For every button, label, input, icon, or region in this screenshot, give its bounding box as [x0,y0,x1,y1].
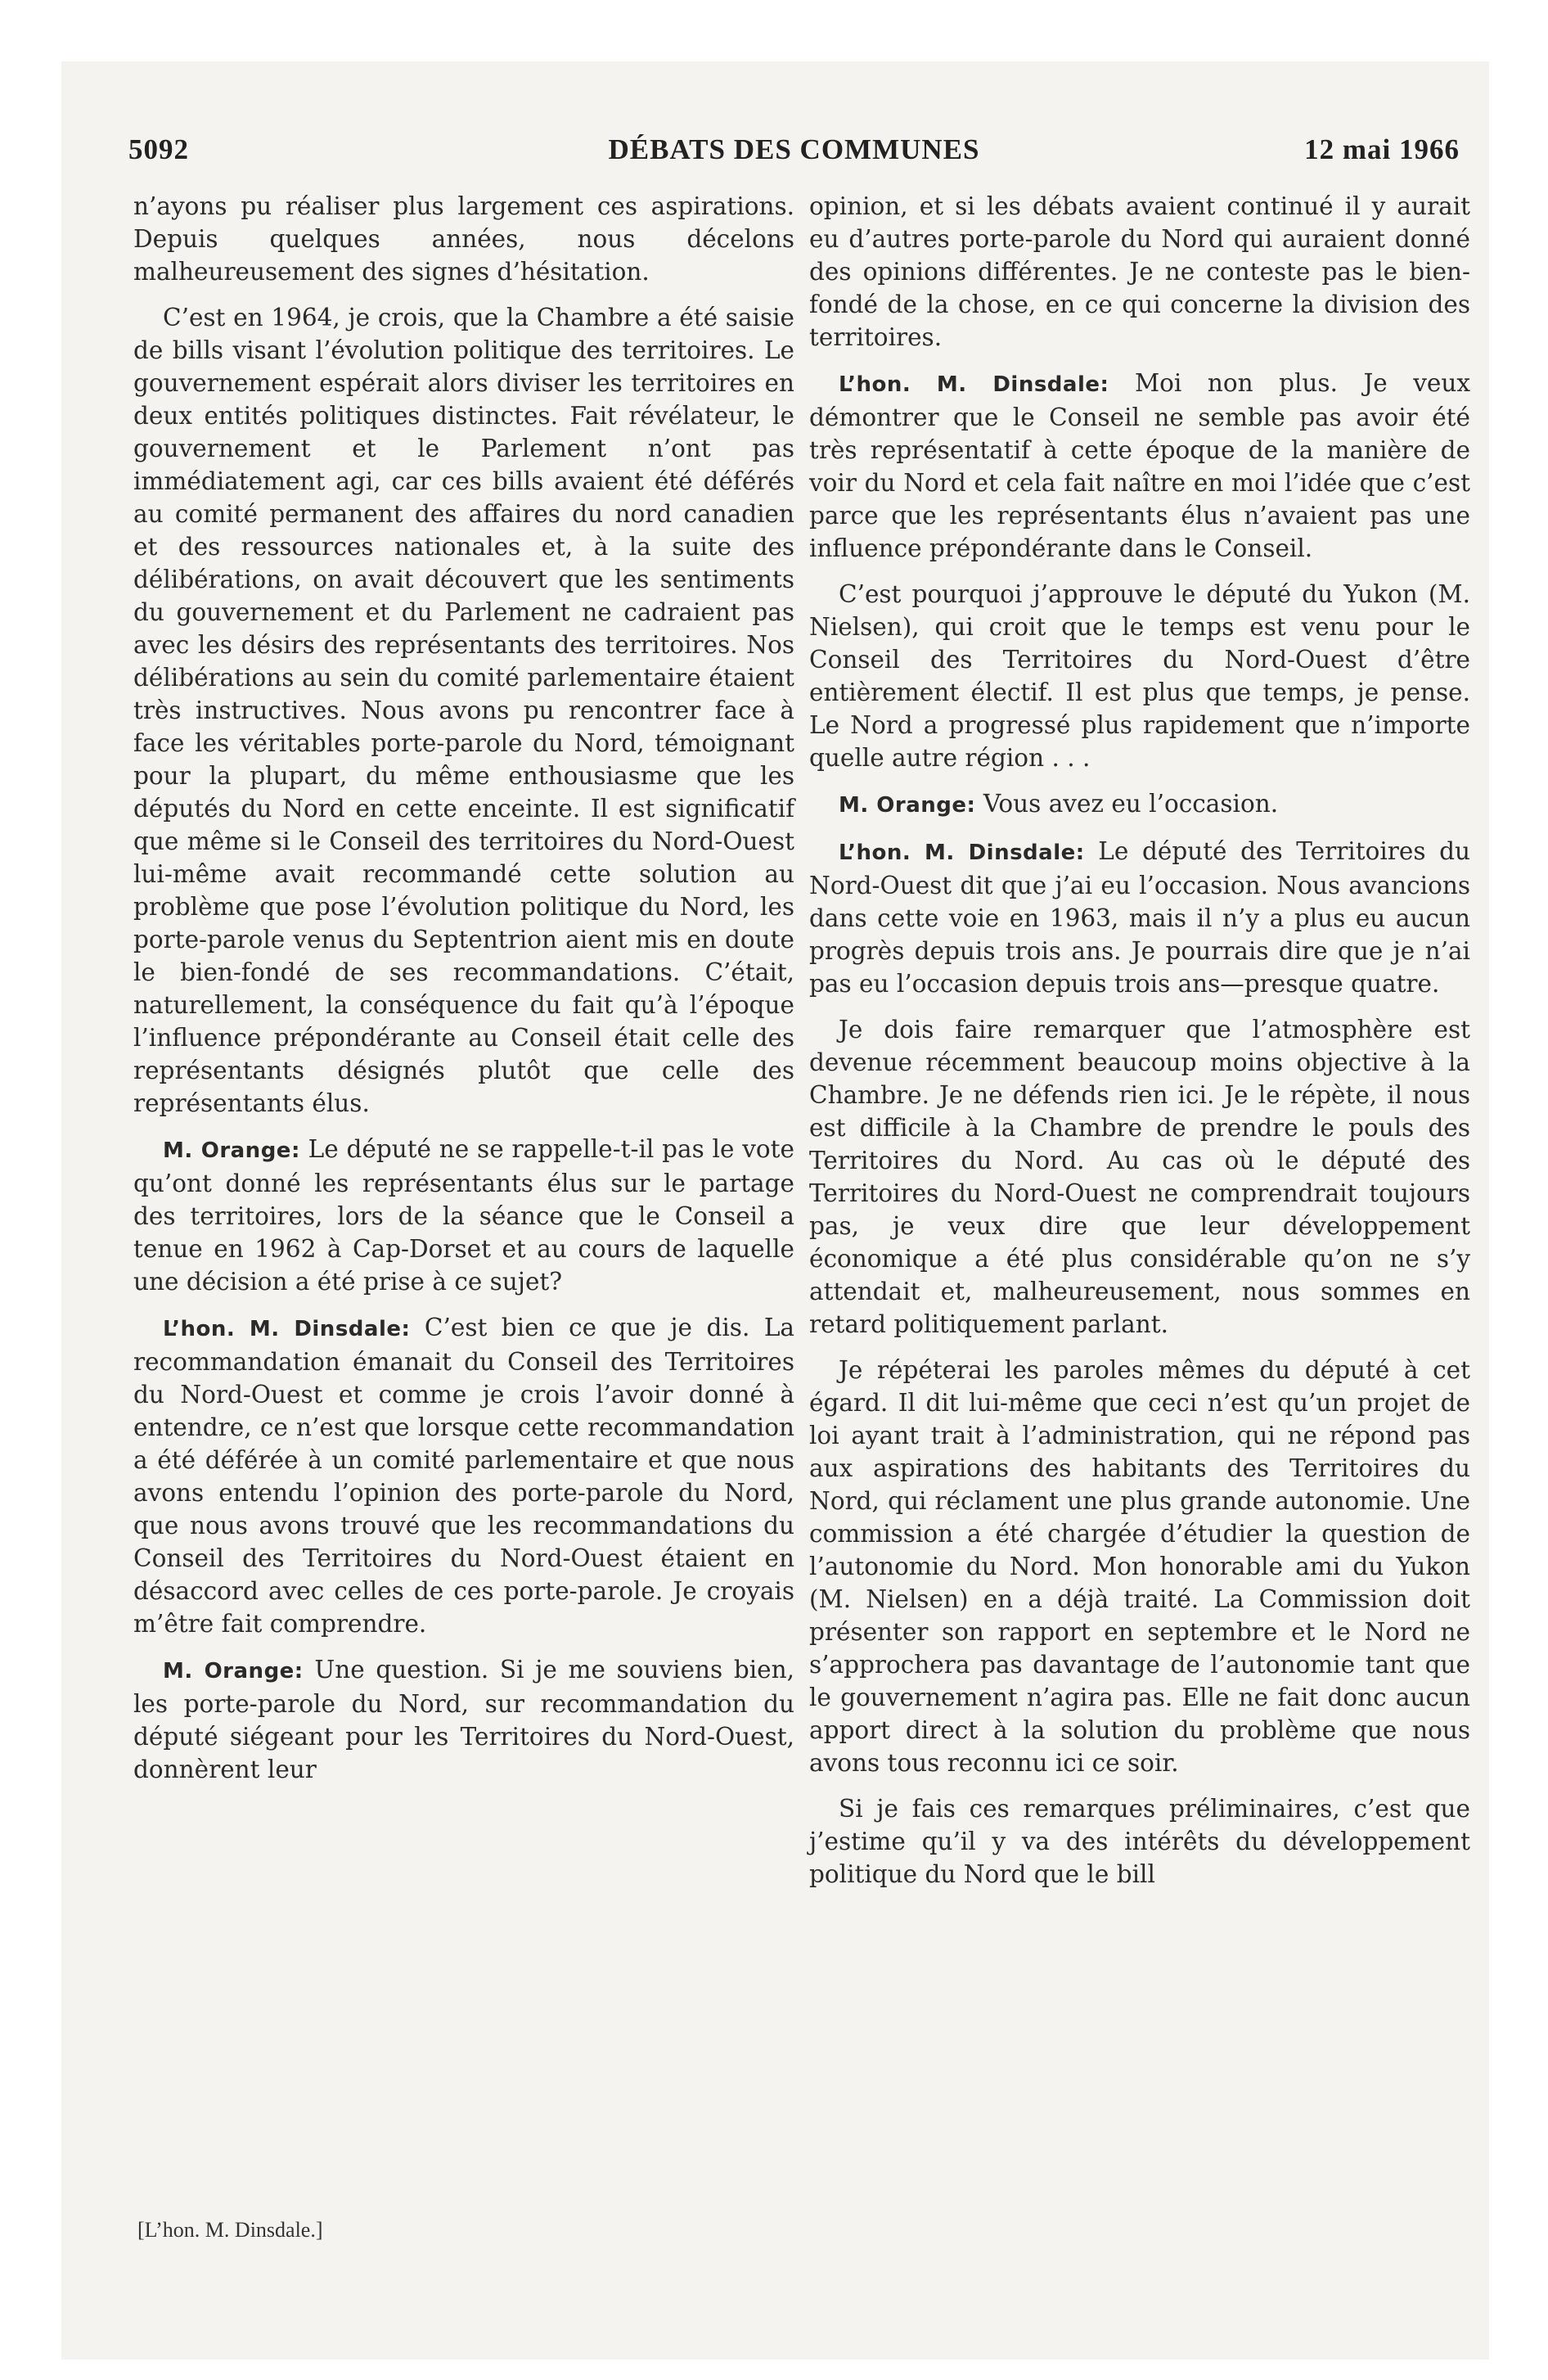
speaker-name: M. Orange: [163,1138,300,1163]
speech-text: C’est bien ce que je dis. La recommandation émanait du Conseil des Territoires du Nord-Ouest et comme je crois l’avoir donné à entendre, ce n’est que lorsque cette recommandation a été déférée à un comité parlementaire et que nous avons entendu l’opinion des porte-parole du Nord, que nous avons trouvé que les recommandations du Conseil des Territoires du Nord-Ouest étaient en désaccord avec celles de ces porte-parole. Je croyais m’être fait comprendre. [133,1314,794,1638]
speech-paragraph [809,835,1470,1000]
paragraph: Je répéterai les paroles mêmes du député à cet égard. Il dit lui-même que ceci n’est qu’un projet de loi ayant trait à l’administration, qui ne répond pas aux aspirations des habitants des Territoires du Nord, qui réclament une plus grande autonomie. Une commission a été chargée d’étudier la question de l’autonomie du Nord. Mon honorable ami du Yukon (M. Nielsen) en a déjà traité. La Commission doit présenter son rapport en septembre et le Nord ne s’approchera pas davantage de l’autonomie tant que le gouvernement n’agira pas. Elle ne fait donc aucun apport direct à la solution du problème que nous avons tous reconnu ici ce soir. [809,1356,1470,1777]
journal-title: DÉBATS DES COMMUNES [608,133,980,165]
speech-paragraph [809,787,1470,822]
speech-text: Le député des Territoires du Nord-Ouest dit que j’ai eu l’occasion. Nous avancions dans cette voie en 1963, mais il n’y a plus eu aucun progrès depuis trois ans. Je pourrais dire que je n’ai pas eu l’occasion depuis trois ans—presque quatre. [809,837,1470,998]
speaker-name: L’hon. M. Dinsdale: [839,841,1085,865]
speaker-footnote: [L’hon. M. Dinsdale.] [137,2218,323,2242]
paragraph: C’est en 1964, je crois, que la Chambre a été saisie de bills visant l’évolution politique des territoires. Le gouvernement espérait alors diviser les territoires en deux entités politiques distinctes. Fait révélateur, le gouvernement et le Parlement n’ont pas immédiatement agi, car ces bills avaient été déférés au comité permanent des affaires du nord canadien et des ressources nationales et, à la suite des délibérations, on avait découvert que les sentiments du gouvernement et du Parlement ne cadraient pas avec les désirs des représentants des territoires. Nos délibérations au sein du comité parlementaire étaient très instructives. Nous avons pu rencontrer face à face les véritables porte-parole du Nord, témoignant pour la plupart, du même enthousiasme que les députés du Nord en cette enceinte. Il est significatif que même si le Conseil des territoires du Nord-Ouest lui-même avait recommandé cette solution au problème que pose l’évolution politique du Nord, les porte-parole venus du Septentrion aient mis en doute le bien-fondé de ses recommandations. C’était, naturellement, la conséquence du fait qu’à l’époque l’influence prépondérante au Conseil était celle des représentants désignés plutôt que celle des représentants élus. [133,304,794,1117]
paragraph: n’ayons pu réaliser plus largement ces aspirations. Depuis quelques années, nous décelons malheureusement des signes d’hésitation. [133,192,794,286]
speaker-name: M. Orange: [163,1659,304,1684]
speech-text: Moi non plus. Je veux démontrer que le Conseil ne semble pas avoir été très représentatif à cette époque de la manière de voir du Nord et cela fait naître en moi l’idée que c’est parce que les représentants élus n’avaient pas une influence prépondérante dans le Conseil. [809,369,1470,562]
page-header [128,133,1460,174]
speaker-name: M. Orange: [839,793,976,818]
speech-text: Vous avez eu l’occasion. [983,790,1279,818]
speaker-name: L’hon. M. Dinsdale: [163,1317,411,1341]
paragraph: opinion, et si les débats avaient continué il y aurait eu d’autres porte-parole du Nord qui auraient donné des opinions différentes. Je ne conteste pas le bien-fondé de la chose, en ce qui concerne la division des territoires. [809,192,1470,351]
speech-paragraph [133,1133,794,1298]
speech-text: Le député ne se rappelle-t-il pas le vote qu’ont donné les représentants élus sur le partage des territoires, lors de la séance que le Conseil a tenue en 1962 à Cap-Dorset et au cours de laquelle une décision a été prise à ce sujet? [133,1135,794,1296]
right-column [809,190,1470,1904]
page-number: 5092 [128,133,189,165]
paragraph: Je dois faire remarquer que l’atmosphère est devenue récemment beaucoup moins objective à la Chambre. Je ne défends rien ici. Je le répète, il nous est difficile à la Chambre de prendre le pouls des Territoires du Nord. Au cas où le député des Territoires du Nord-Ouest ne comprendrait toujours pas, je veux dire que leur développement économique a été plus considérable qu’on ne s’y attendait et, malheureusement, nous sommes en retard politiquement parlant. [809,1016,1470,1338]
speech-text: Une question. Si je me souviens bien, les porte-parole du Nord, sur recommandation du député siégeant pour les Territoires du Nord-Ouest, donnèrent leur [133,1656,794,1783]
session-date: 12 mai 1966 [1304,133,1460,165]
paragraph: C’est pourquoi j’approuve le député du Yukon (M. Nielsen), qui croit que le temps est venu pour le Conseil des Territoires du Nord-Ouest d’être entièrement électif. Il est plus que temps, je pense. Le Nord a progressé plus rapidement que n’importe quelle autre région . . . [809,580,1470,772]
speech-paragraph [809,367,1470,565]
speaker-name: L’hon. M. Dinsdale: [839,372,1109,397]
speech-paragraph [133,1653,794,1786]
speech-paragraph [133,1311,794,1640]
left-column [133,190,794,1799]
paragraph: Si je fais ces remarques préliminaires, c’est que j’estime qu’il y va des intérêts du développement politique du Nord que le bill [809,1795,1470,1888]
